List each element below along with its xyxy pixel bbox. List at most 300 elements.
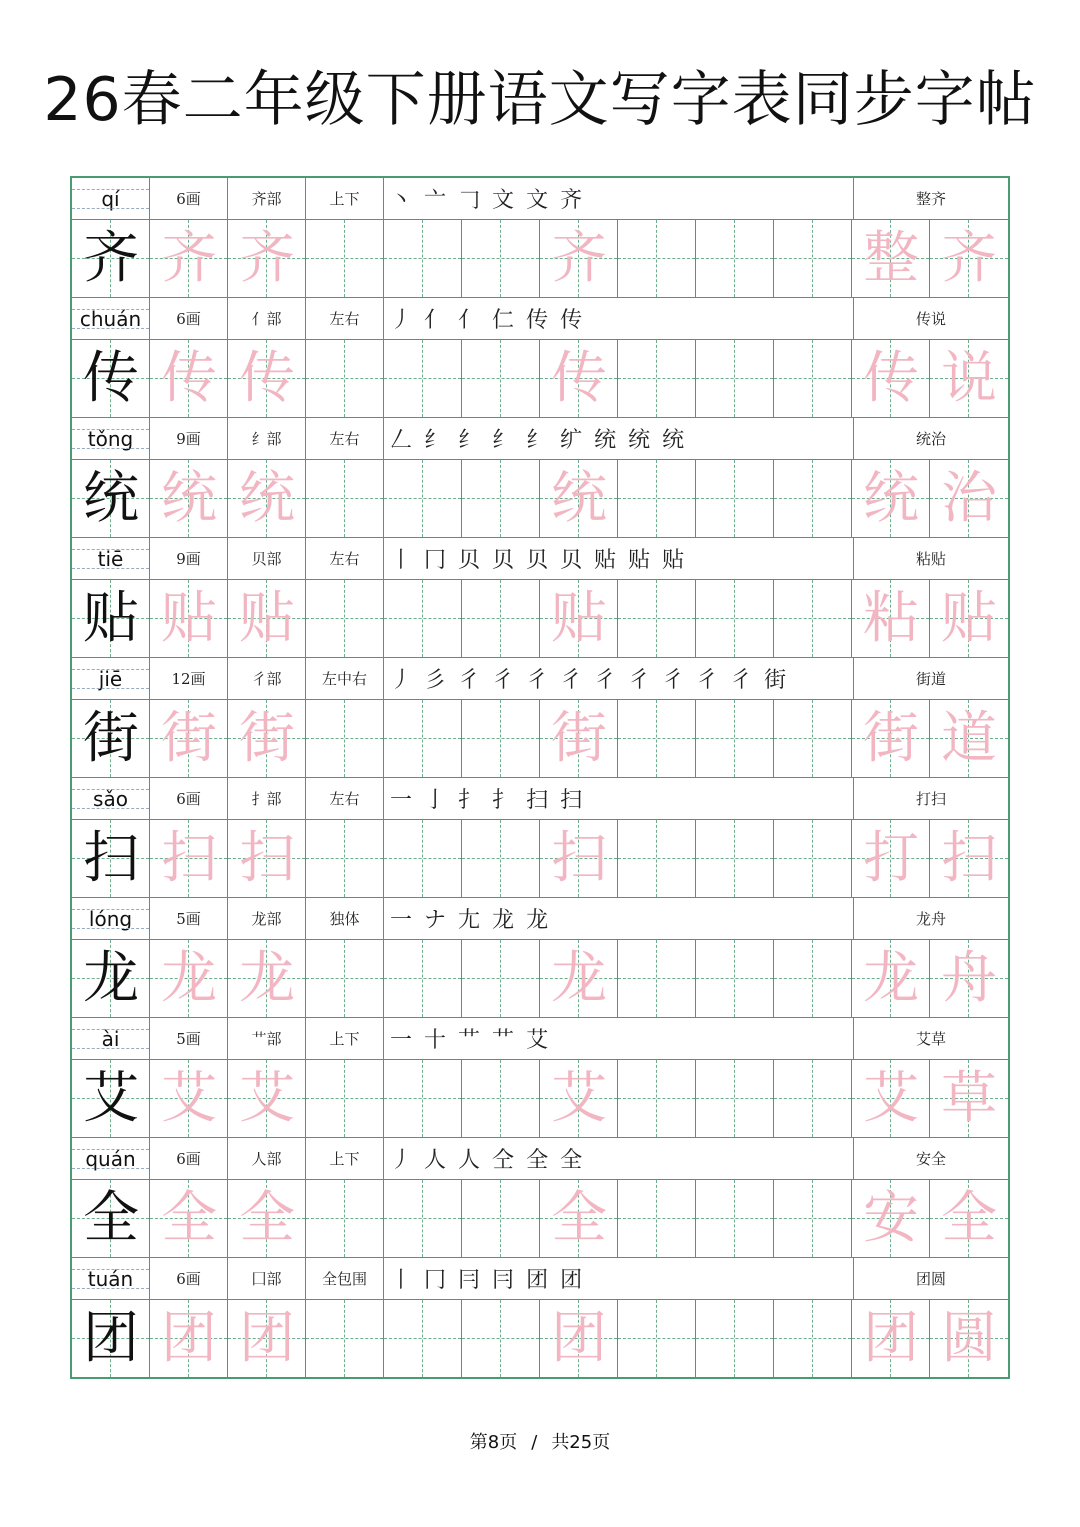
trace-word-character: 舟 [941,945,997,1011]
practice-box[interactable] [150,220,228,297]
radical: 纟部 [228,418,306,459]
stroke-step: 传 [560,308,585,333]
stroke-step: 彳 [662,668,687,693]
info-row [72,1138,1008,1180]
info-row [72,898,1008,940]
character-block [72,298,1008,418]
practice-box[interactable] [774,1300,852,1377]
stroke-step: 彳 [730,668,755,693]
practice-box[interactable] [150,940,228,1017]
trace-character: 齐 [551,225,607,291]
model-character: 团 [83,1305,139,1371]
stroke-step: 丨 [390,548,415,573]
practice-box[interactable] [696,220,774,297]
stroke-step: 贴 [628,548,653,573]
practice-sheet [70,176,1010,1379]
trace-character: 统 [239,465,295,531]
stroke-order [384,658,854,699]
trace-word-character: 街 [863,705,919,771]
stroke-order [384,298,854,339]
info-row [72,778,1008,820]
practice-box[interactable] [150,820,228,897]
example-word: 粘贴 [915,550,946,568]
stroke-count: 6画 [150,178,228,219]
stroke-step: 彳 [492,668,517,693]
radical: 扌部 [228,778,306,819]
trace-character: 团 [239,1305,295,1371]
practice-box[interactable] [228,1180,306,1257]
practice-box[interactable] [540,1060,618,1137]
practice-box[interactable] [150,1180,228,1257]
stroke-step: 亅 [424,788,449,813]
stroke-step: 齐 [560,188,585,213]
stroke-step: 团 [560,1268,585,1293]
stroke-step: 彳 [526,668,551,693]
structure: 左右 [306,298,384,339]
practice-box[interactable] [852,1180,930,1257]
model-character: 龙 [83,945,139,1011]
practice-box[interactable] [618,1060,696,1137]
stroke-count: 5画 [150,898,228,939]
writing-grid-row [72,580,1008,658]
practice-box[interactable] [696,820,774,897]
practice-box[interactable] [306,580,384,657]
practice-box[interactable] [696,460,774,537]
info-row [72,298,1008,340]
writing-grid-row [72,1060,1008,1138]
trace-word-character: 龙 [863,945,919,1011]
stroke-step: 文 [526,188,551,213]
stroke-step: 亠 [424,188,449,213]
example-word: 整齐 [915,190,946,208]
stroke-step: 彳 [696,668,721,693]
practice-box[interactable] [774,1060,852,1137]
structure: 上下 [306,1138,384,1179]
stroke-step: 街 [764,668,789,693]
practice-box[interactable] [540,460,618,537]
stroke-step: 扌 [492,788,517,813]
model-character: 齐 [83,225,139,291]
practice-box[interactable] [462,580,540,657]
trace-word-character: 全 [941,1185,997,1251]
practice-box[interactable] [384,820,462,897]
practice-box[interactable] [540,1300,618,1377]
radical: 艹部 [228,1018,306,1059]
stroke-step: 纟 [492,428,517,453]
practice-box[interactable] [930,1060,1008,1137]
stroke-step: 彳 [594,668,619,693]
practice-box[interactable] [930,1300,1008,1377]
trace-word-character: 扫 [941,825,997,891]
practice-box[interactable] [462,940,540,1017]
trace-character: 团 [551,1305,607,1371]
stroke-order [384,898,854,939]
pinyin: tiē [72,538,150,579]
stroke-count: 5画 [150,1018,228,1059]
character-block [72,1018,1008,1138]
stroke-step: 贝 [492,548,517,573]
writing-grid-row [72,940,1008,1018]
practice-box[interactable] [306,220,384,297]
example-word: 统治 [915,430,946,448]
page-number: 第8页 [469,1432,518,1453]
practice-box[interactable] [228,700,306,777]
practice-box[interactable] [852,940,930,1017]
practice-box[interactable] [774,700,852,777]
practice-box[interactable] [72,580,150,657]
practice-box[interactable] [696,1060,774,1137]
stroke-step: 艾 [526,1028,551,1053]
practice-box[interactable] [774,1180,852,1257]
trace-word-character: 传 [863,345,919,411]
practice-box[interactable] [306,700,384,777]
info-row [72,1018,1008,1060]
stroke-step: 扌 [458,788,483,813]
practice-box[interactable] [774,340,852,417]
writing-grid-row [72,340,1008,418]
model-character: 艾 [83,1065,139,1131]
structure: 上下 [306,178,384,219]
model-character: 统 [83,465,139,531]
stroke-step: 十 [424,1028,449,1053]
trace-character: 团 [161,1305,217,1371]
practice-box[interactable] [618,820,696,897]
stroke-step: 贝 [560,548,585,573]
stroke-step: 彳 [458,668,483,693]
trace-character: 龙 [239,945,295,1011]
stroke-step: 纟 [458,428,483,453]
practice-box[interactable] [852,460,930,537]
practice-box[interactable] [696,940,774,1017]
practice-box[interactable] [72,700,150,777]
radical: 人部 [228,1138,306,1179]
practice-box[interactable] [72,820,150,897]
practice-box[interactable] [228,1060,306,1137]
radical: 彳部 [228,658,306,699]
practice-box[interactable] [930,340,1008,417]
practice-box[interactable] [852,220,930,297]
stroke-step: 统 [628,428,653,453]
trace-character: 全 [161,1185,217,1251]
practice-box[interactable] [306,1060,384,1137]
stroke-count: 9画 [150,538,228,579]
stroke-step: 丶 [390,188,415,213]
practice-box[interactable] [462,1060,540,1137]
stroke-step: 仁 [492,308,517,333]
practice-box[interactable] [384,940,462,1017]
example-word: 艾草 [915,1030,946,1048]
practice-box[interactable] [774,940,852,1017]
practice-box[interactable] [72,1300,150,1377]
practice-box[interactable] [462,340,540,417]
practice-box[interactable] [384,1180,462,1257]
stroke-step: 纩 [560,428,585,453]
practice-box[interactable] [72,940,150,1017]
practice-box[interactable] [306,940,384,1017]
page-title: 26春二年级下册语文写字表同步字帖 [43,65,1037,135]
practice-box[interactable] [540,820,618,897]
writing-grid-row [72,1300,1008,1378]
pinyin: ài [72,1018,150,1059]
example-word: 打扫 [915,790,946,808]
trace-character: 艾 [239,1065,295,1131]
practice-box[interactable] [618,340,696,417]
stroke-step: 彳 [628,668,653,693]
practice-box[interactable] [384,340,462,417]
pinyin: tuán [72,1258,150,1299]
stroke-step: 一 [390,1028,415,1053]
practice-box[interactable] [150,1060,228,1137]
trace-word-character: 打 [863,825,919,891]
character-block [72,898,1008,1018]
trace-word-character: 说 [941,345,997,411]
structure: 左右 [306,538,384,579]
practice-box[interactable] [696,1180,774,1257]
pinyin: qí [72,178,150,219]
practice-box[interactable] [72,1180,150,1257]
radical: 齐部 [228,178,306,219]
practice-box[interactable] [228,820,306,897]
stroke-count: 6画 [150,1258,228,1299]
stroke-count: 6画 [150,298,228,339]
stroke-step: 冃 [458,1268,483,1293]
radical: 贝部 [228,538,306,579]
example-word: 传说 [915,310,946,328]
stroke-step: 贝 [526,548,551,573]
practice-box[interactable] [228,1300,306,1377]
stroke-order [384,778,854,819]
practice-box[interactable] [930,820,1008,897]
writing-grid-row [72,220,1008,298]
practice-box[interactable] [384,700,462,777]
stroke-step: 尢 [458,908,483,933]
stroke-step: 丿 [390,308,415,333]
example-word: 团圆 [915,1270,946,1288]
stroke-order [384,538,854,579]
practice-box[interactable] [540,940,618,1017]
radical: 囗部 [228,1258,306,1299]
info-row [72,418,1008,460]
trace-character: 龙 [161,945,217,1011]
practice-box[interactable] [852,1060,930,1137]
trace-character: 传 [161,345,217,411]
practice-box[interactable] [540,700,618,777]
practice-box[interactable] [384,580,462,657]
practice-box[interactable] [462,1300,540,1377]
trace-character: 全 [239,1185,295,1251]
stroke-step: ナ [424,908,449,933]
practice-box[interactable] [72,340,150,417]
stroke-step: 统 [662,428,687,453]
practice-box[interactable] [618,460,696,537]
info-row [72,1258,1008,1300]
page-separator: / [531,1432,538,1453]
stroke-count: 6画 [150,1138,228,1179]
trace-word-character: 统 [863,465,919,531]
character-block [72,1258,1008,1378]
practice-box[interactable] [774,220,852,297]
practice-box[interactable] [540,580,618,657]
practice-box[interactable] [306,1180,384,1257]
stroke-step: 扫 [526,788,551,813]
practice-box[interactable] [384,220,462,297]
trace-word-character: 草 [941,1065,997,1131]
practice-box[interactable] [540,220,618,297]
stroke-step: 𠃌 [458,188,483,213]
stroke-step: 龙 [492,908,517,933]
writing-grid-row [72,700,1008,778]
pinyin: jiē [72,658,150,699]
stroke-step: 仝 [492,1148,517,1173]
practice-box[interactable] [540,1180,618,1257]
practice-box[interactable] [696,580,774,657]
practice-box[interactable] [852,1300,930,1377]
stroke-step: 彳 [560,668,585,693]
practice-box[interactable] [150,580,228,657]
practice-box[interactable] [384,1060,462,1137]
practice-box[interactable] [150,460,228,537]
structure: 上下 [306,1018,384,1059]
practice-box[interactable] [384,1300,462,1377]
trace-character: 艾 [161,1065,217,1131]
info-row [72,178,1008,220]
practice-box[interactable] [696,700,774,777]
practice-box[interactable] [930,460,1008,537]
stroke-step: 传 [526,308,551,333]
pinyin: sǎo [72,778,150,819]
practice-box[interactable] [852,820,930,897]
model-character: 扫 [83,825,139,891]
practice-box[interactable] [72,1060,150,1137]
practice-box[interactable] [696,340,774,417]
example-word: 街道 [915,670,946,688]
practice-box[interactable] [462,700,540,777]
practice-box[interactable] [306,1300,384,1377]
stroke-step: 文 [492,188,517,213]
trace-character: 统 [551,465,607,531]
trace-word-character: 圆 [941,1305,997,1371]
practice-box[interactable] [72,460,150,537]
radical: 亻部 [228,298,306,339]
trace-character: 艾 [551,1065,607,1131]
practice-box[interactable] [462,460,540,537]
stroke-step: 扫 [560,788,585,813]
practice-box[interactable] [228,220,306,297]
character-block [72,1138,1008,1258]
practice-box[interactable] [618,580,696,657]
practice-box[interactable] [462,820,540,897]
practice-box[interactable] [72,220,150,297]
stroke-step: 丿 [390,1148,415,1173]
practice-box[interactable] [150,700,228,777]
practice-box[interactable] [852,340,930,417]
practice-box[interactable] [228,940,306,1017]
practice-box[interactable] [930,220,1008,297]
practice-box[interactable] [930,580,1008,657]
practice-box[interactable] [618,940,696,1017]
character-block [72,418,1008,538]
trace-character: 传 [551,345,607,411]
stroke-step: 贴 [662,548,687,573]
practice-box[interactable] [774,460,852,537]
practice-box[interactable] [150,340,228,417]
practice-box[interactable] [462,1180,540,1257]
pinyin: chuán [72,298,150,339]
practice-box[interactable] [150,1300,228,1377]
practice-box[interactable] [228,340,306,417]
practice-box[interactable] [930,700,1008,777]
model-character: 贴 [83,585,139,651]
stroke-step: 人 [458,1148,483,1173]
practice-box[interactable] [696,1300,774,1377]
practice-box[interactable] [618,1180,696,1257]
stroke-step: 冂 [424,548,449,573]
practice-box[interactable] [462,220,540,297]
stroke-order [384,1138,854,1179]
trace-character: 贴 [161,585,217,651]
trace-character: 传 [239,345,295,411]
trace-character: 龙 [551,945,607,1011]
example-word: 龙舟 [915,910,946,928]
practice-box[interactable] [306,340,384,417]
practice-box[interactable] [618,1300,696,1377]
stroke-step: 纟 [424,428,449,453]
trace-character: 街 [239,705,295,771]
stroke-step: 一 [390,788,415,813]
character-block [72,178,1008,298]
trace-character: 全 [551,1185,607,1251]
info-row [72,538,1008,580]
stroke-order [384,1258,854,1299]
writing-grid-row [72,820,1008,898]
practice-box[interactable] [228,460,306,537]
trace-character: 扫 [239,825,295,891]
practice-box[interactable] [930,940,1008,1017]
stroke-step: 丨 [390,1268,415,1293]
structure: 左中右 [306,658,384,699]
practice-box[interactable] [618,700,696,777]
stroke-step: 𠃋 [390,428,415,453]
trace-character: 扫 [161,825,217,891]
trace-word-character: 道 [941,705,997,771]
trace-character: 扫 [551,825,607,891]
practice-box[interactable] [306,820,384,897]
character-block [72,538,1008,658]
practice-box[interactable] [306,460,384,537]
stroke-step: 统 [594,428,619,453]
stroke-step: 冂 [424,1268,449,1293]
stroke-step: 冃 [492,1268,517,1293]
trace-character: 贴 [239,585,295,651]
structure: 全包围 [306,1258,384,1299]
practice-box[interactable] [774,580,852,657]
trace-word-character: 粘 [863,585,919,651]
stroke-order [384,418,854,459]
stroke-step: 一 [390,908,415,933]
practice-box[interactable] [540,340,618,417]
stroke-step: 贝 [458,548,483,573]
practice-box[interactable] [930,1180,1008,1257]
stroke-step: 亻 [424,308,449,333]
practice-box[interactable] [852,700,930,777]
practice-box[interactable] [228,580,306,657]
practice-box[interactable] [774,820,852,897]
practice-box[interactable] [618,220,696,297]
page-footer [0,1428,1080,1454]
trace-word-character: 整 [863,225,919,291]
practice-box[interactable] [852,580,930,657]
practice-box[interactable] [384,460,462,537]
